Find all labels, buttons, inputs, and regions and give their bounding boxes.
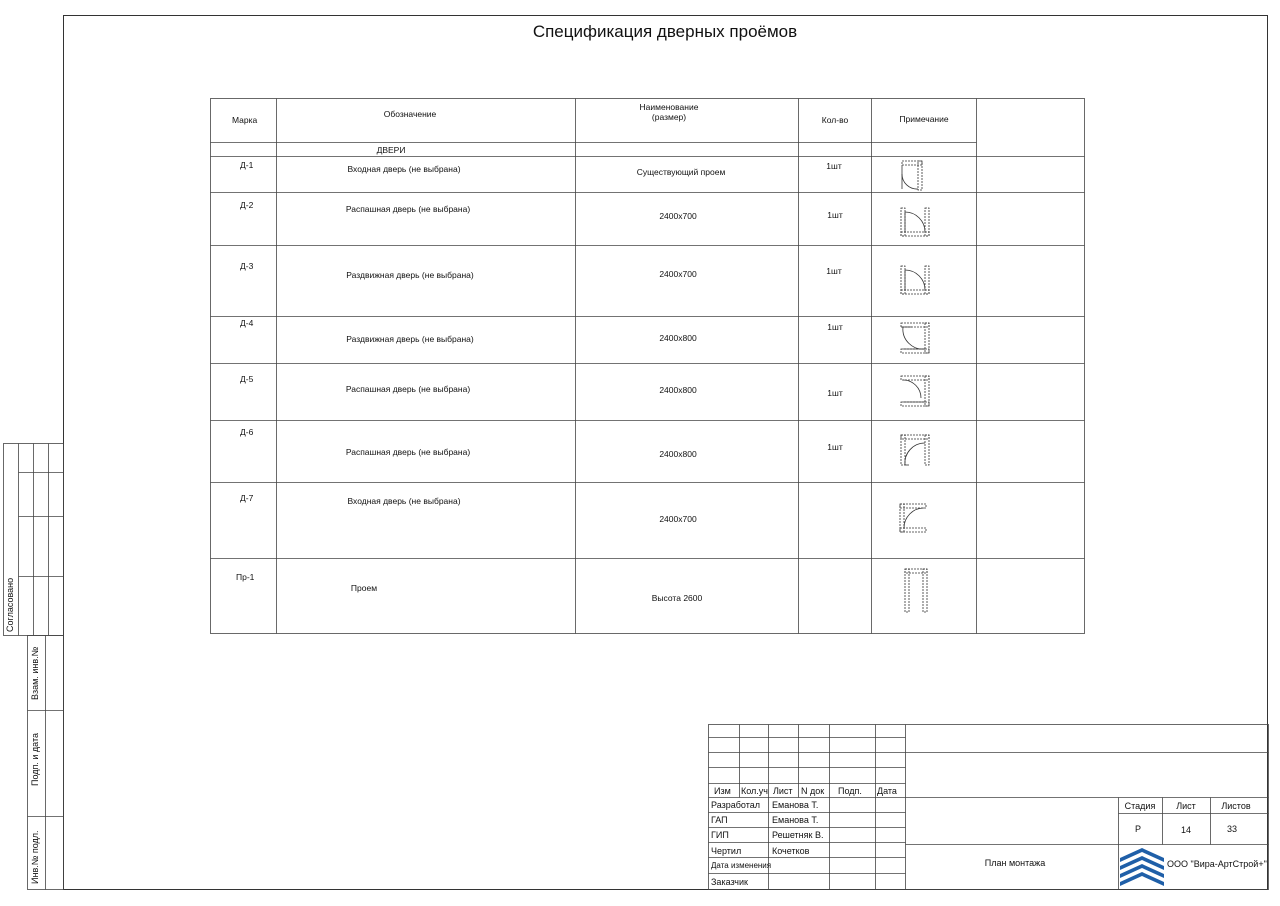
row-mark: Д-4 — [240, 318, 254, 328]
section-label: ДВЕРИ — [376, 145, 406, 155]
row-size: 2400х700 — [659, 514, 697, 524]
tb-sheet-label: Лист — [1176, 801, 1196, 811]
row-qty: 1шт — [826, 266, 842, 276]
row-size: 2400х700 — [659, 269, 697, 279]
tb-role: Разработал — [711, 800, 760, 810]
header-mark: Марка — [232, 115, 258, 125]
tb-role: ГАП — [711, 815, 728, 825]
row-mark: Д-7 — [240, 493, 254, 503]
row-mark: Д-1 — [240, 160, 254, 170]
tb-drawing-name: План монтажа — [984, 858, 1046, 868]
tb-sheet-value: 14 — [1180, 825, 1192, 835]
row-qty: 1шт — [827, 322, 843, 332]
header-qty: Кол-во — [821, 115, 849, 125]
row-designation: Входная дверь (не выбрана) — [347, 496, 461, 506]
header-designation: Обозначение — [383, 109, 437, 119]
row-mark: Д-5 — [240, 374, 254, 384]
header-note: Примечание — [899, 114, 949, 124]
row-size: 2400х800 — [659, 449, 697, 459]
tb-name: Кочетков — [772, 846, 810, 856]
row-designation: Распашная дверь (не выбрана) — [345, 384, 471, 394]
tb-sheets-value: 33 — [1226, 824, 1238, 834]
row-mark: Д-6 — [240, 427, 254, 437]
tb-role: Заказчик — [711, 877, 748, 887]
tb-col-header: Подп. — [838, 786, 862, 796]
page-title: Спецификация дверных проёмов — [532, 22, 798, 41]
row-designation: Распашная дверь (не выбрана) — [345, 447, 471, 457]
row-mark: Пр-1 — [236, 572, 255, 582]
tb-col-header: Кол.уч — [741, 786, 768, 796]
header-name: Наименование (размер) — [639, 102, 699, 122]
row-size: Существующий проем — [636, 167, 726, 177]
row-size: Высота 2600 — [651, 593, 703, 603]
tb-role: Дата изменения — [711, 861, 772, 870]
tb-name: Еманова Т. — [772, 800, 819, 810]
tb-stage-value: Р — [1134, 824, 1142, 834]
tb-col-header: Изм — [714, 786, 731, 796]
tb-col-header: Дата — [877, 786, 897, 796]
tb-col-header: N док — [801, 786, 825, 796]
row-size: 2400х800 — [659, 385, 697, 395]
tb-role: ГИП — [711, 830, 729, 840]
tb-stage-label: Стадия — [1124, 801, 1156, 811]
row-size: 2400х700 — [659, 211, 697, 221]
tb-company: ООО "Вира-АртСтрой+" — [1167, 859, 1267, 869]
side-stamp-inv-orig: Инв.№ подл. — [30, 830, 40, 884]
tb-name: Решетняк В. — [772, 830, 824, 840]
row-mark: Д-3 — [240, 261, 254, 271]
row-designation: Распашная дверь (не выбрана) — [345, 204, 471, 214]
row-qty: 1шт — [827, 388, 843, 398]
tb-role: Чертил — [711, 846, 742, 856]
row-designation: Входная дверь (не выбрана) — [347, 164, 461, 174]
tb-name: Еманова Т. — [772, 815, 819, 825]
row-qty: 1шт — [826, 161, 842, 171]
row-designation: Раздвижная дверь (не выбрана) — [346, 270, 474, 280]
side-stamp-sign-date: Подп. и дата — [30, 732, 40, 786]
side-stamp-agreed: Согласовано — [5, 577, 15, 632]
row-designation: Проем — [350, 583, 378, 593]
row-qty: 1шт — [827, 442, 843, 452]
row-qty: 1шт — [827, 210, 843, 220]
tb-sheets-label: Листов — [1221, 801, 1251, 811]
company-logo-icon — [1120, 846, 1164, 888]
row-designation: Раздвижная дверь (не выбрана) — [346, 334, 474, 344]
tb-col-header: Лист — [773, 786, 793, 796]
row-size: 2400х800 — [659, 333, 697, 343]
side-stamp-inv-ref: Взам. инв.№ — [30, 646, 40, 700]
row-mark: Д-2 — [240, 200, 254, 210]
